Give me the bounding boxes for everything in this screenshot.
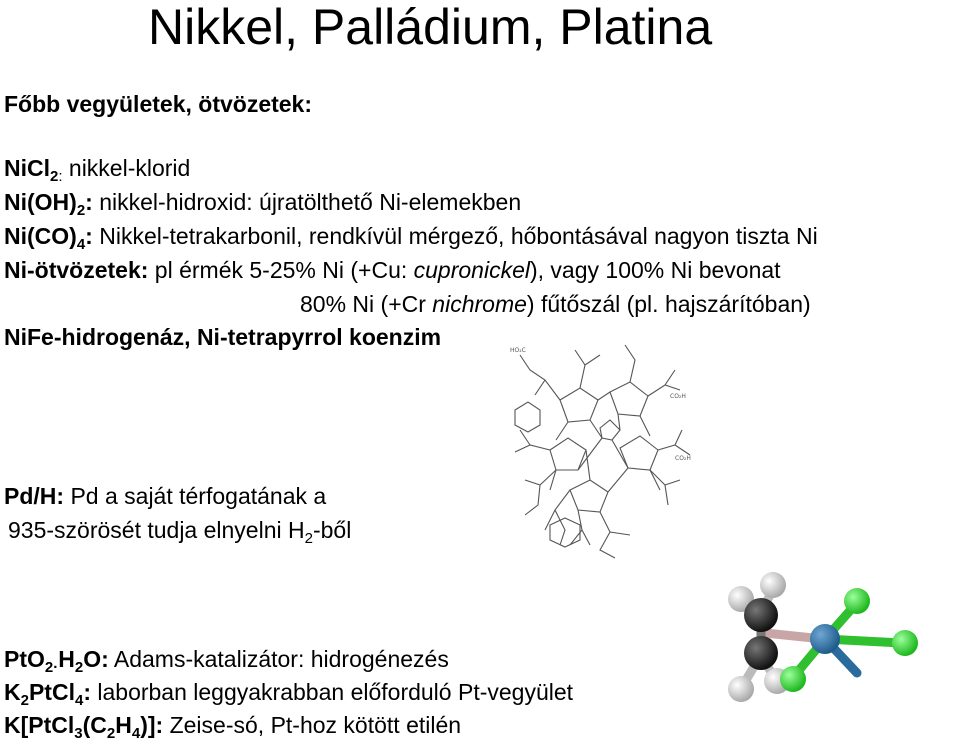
alloys-label: Ni-ötvözetek: (4, 257, 149, 283)
platinum-atom (810, 624, 840, 654)
compound-nico4: $Ni(CO)_4$: Nikkel-tetrakarbonil, rendkívül mérgező, hőbontásával nagyon tiszta Ni (4, 223, 818, 253)
formula: NiCl (4, 155, 50, 181)
chlorine-atom (892, 630, 918, 656)
carbon-atom (744, 598, 778, 632)
compound-k2ptcl4: $K_2PtCl_4$: laborban leggyakrabban előforduló Pt-vegyület (4, 679, 574, 709)
hydrogen-atom (760, 572, 786, 598)
nife-line: NiFe-hidrogenáz, Ni-tetrapyrrol koenzim (4, 324, 442, 350)
carbon-atom (744, 636, 778, 670)
pdh-line-2: 935-szörösét tudja elnyelni $H_2$-ből (8, 517, 352, 547)
svg-text:CO₂H: CO₂H (670, 393, 686, 400)
page-title: Nikkel, Palládium, Platina (148, 0, 713, 55)
compound-pto2: $PtO_{2\cdot}H_2O$: Adams-katalizátor: hidrogénezés (4, 646, 449, 676)
chlorine-atom (844, 588, 870, 614)
pdh-label: Pd/H: (4, 483, 65, 509)
svg-text:HO₂C: HO₂C (510, 347, 526, 354)
pdh-line-1: Pd/H: Pd a saját térfogatának a (4, 483, 327, 509)
description: laborban leggyakrabban előforduló Pt-vegyület (90, 679, 574, 705)
formula: Ni(CO) (4, 223, 77, 249)
formula: Ni(OH) (4, 189, 77, 215)
compound-zeise: $K[PtCl_3(C_2H_4)]$: Zeise-só, Pt-hoz kötött etilén (4, 712, 462, 742)
description: Adams-katalizátor: hidrogénezés (108, 646, 449, 672)
description: nikkel-hidroxid: újratölthető Ni-elemekben (92, 189, 522, 215)
hydrogen-atom (728, 676, 754, 702)
alloys-line-1: Ni-ötvözetek: pl érmék 5-25% Ni (+Cu: cupronickel), vagy 100% Ni bevonat (4, 257, 781, 283)
chlorine-atom (780, 666, 806, 692)
description: Nikkel-tetrakarbonil, rendkívül mérgező, hőbontásával nagyon tiszta Ni (92, 223, 818, 249)
alloys-line-2: 80% Ni (+Cr nichrome) fűtőszál (pl. hajszárítóban) (300, 291, 811, 317)
zeise-salt-3d-model (705, 555, 945, 735)
description: nikkel-klorid (62, 155, 191, 181)
svg-text:CO₂H: CO₂H (675, 455, 691, 462)
description: Zeise-só, Pt-hoz kötött etilén (163, 712, 462, 738)
compound-nioh2: $Ni(OH)_2$: nikkel-hidroxid: újratölthető Ni-elemekben (4, 189, 522, 219)
section-heading: Főbb vegyületek, ötvözetek: (4, 91, 313, 117)
compound-nicl2: NiCl$_{2:}$ nikkel-klorid (4, 155, 191, 185)
tetrapyrrole-structure-drawing (490, 340, 700, 560)
